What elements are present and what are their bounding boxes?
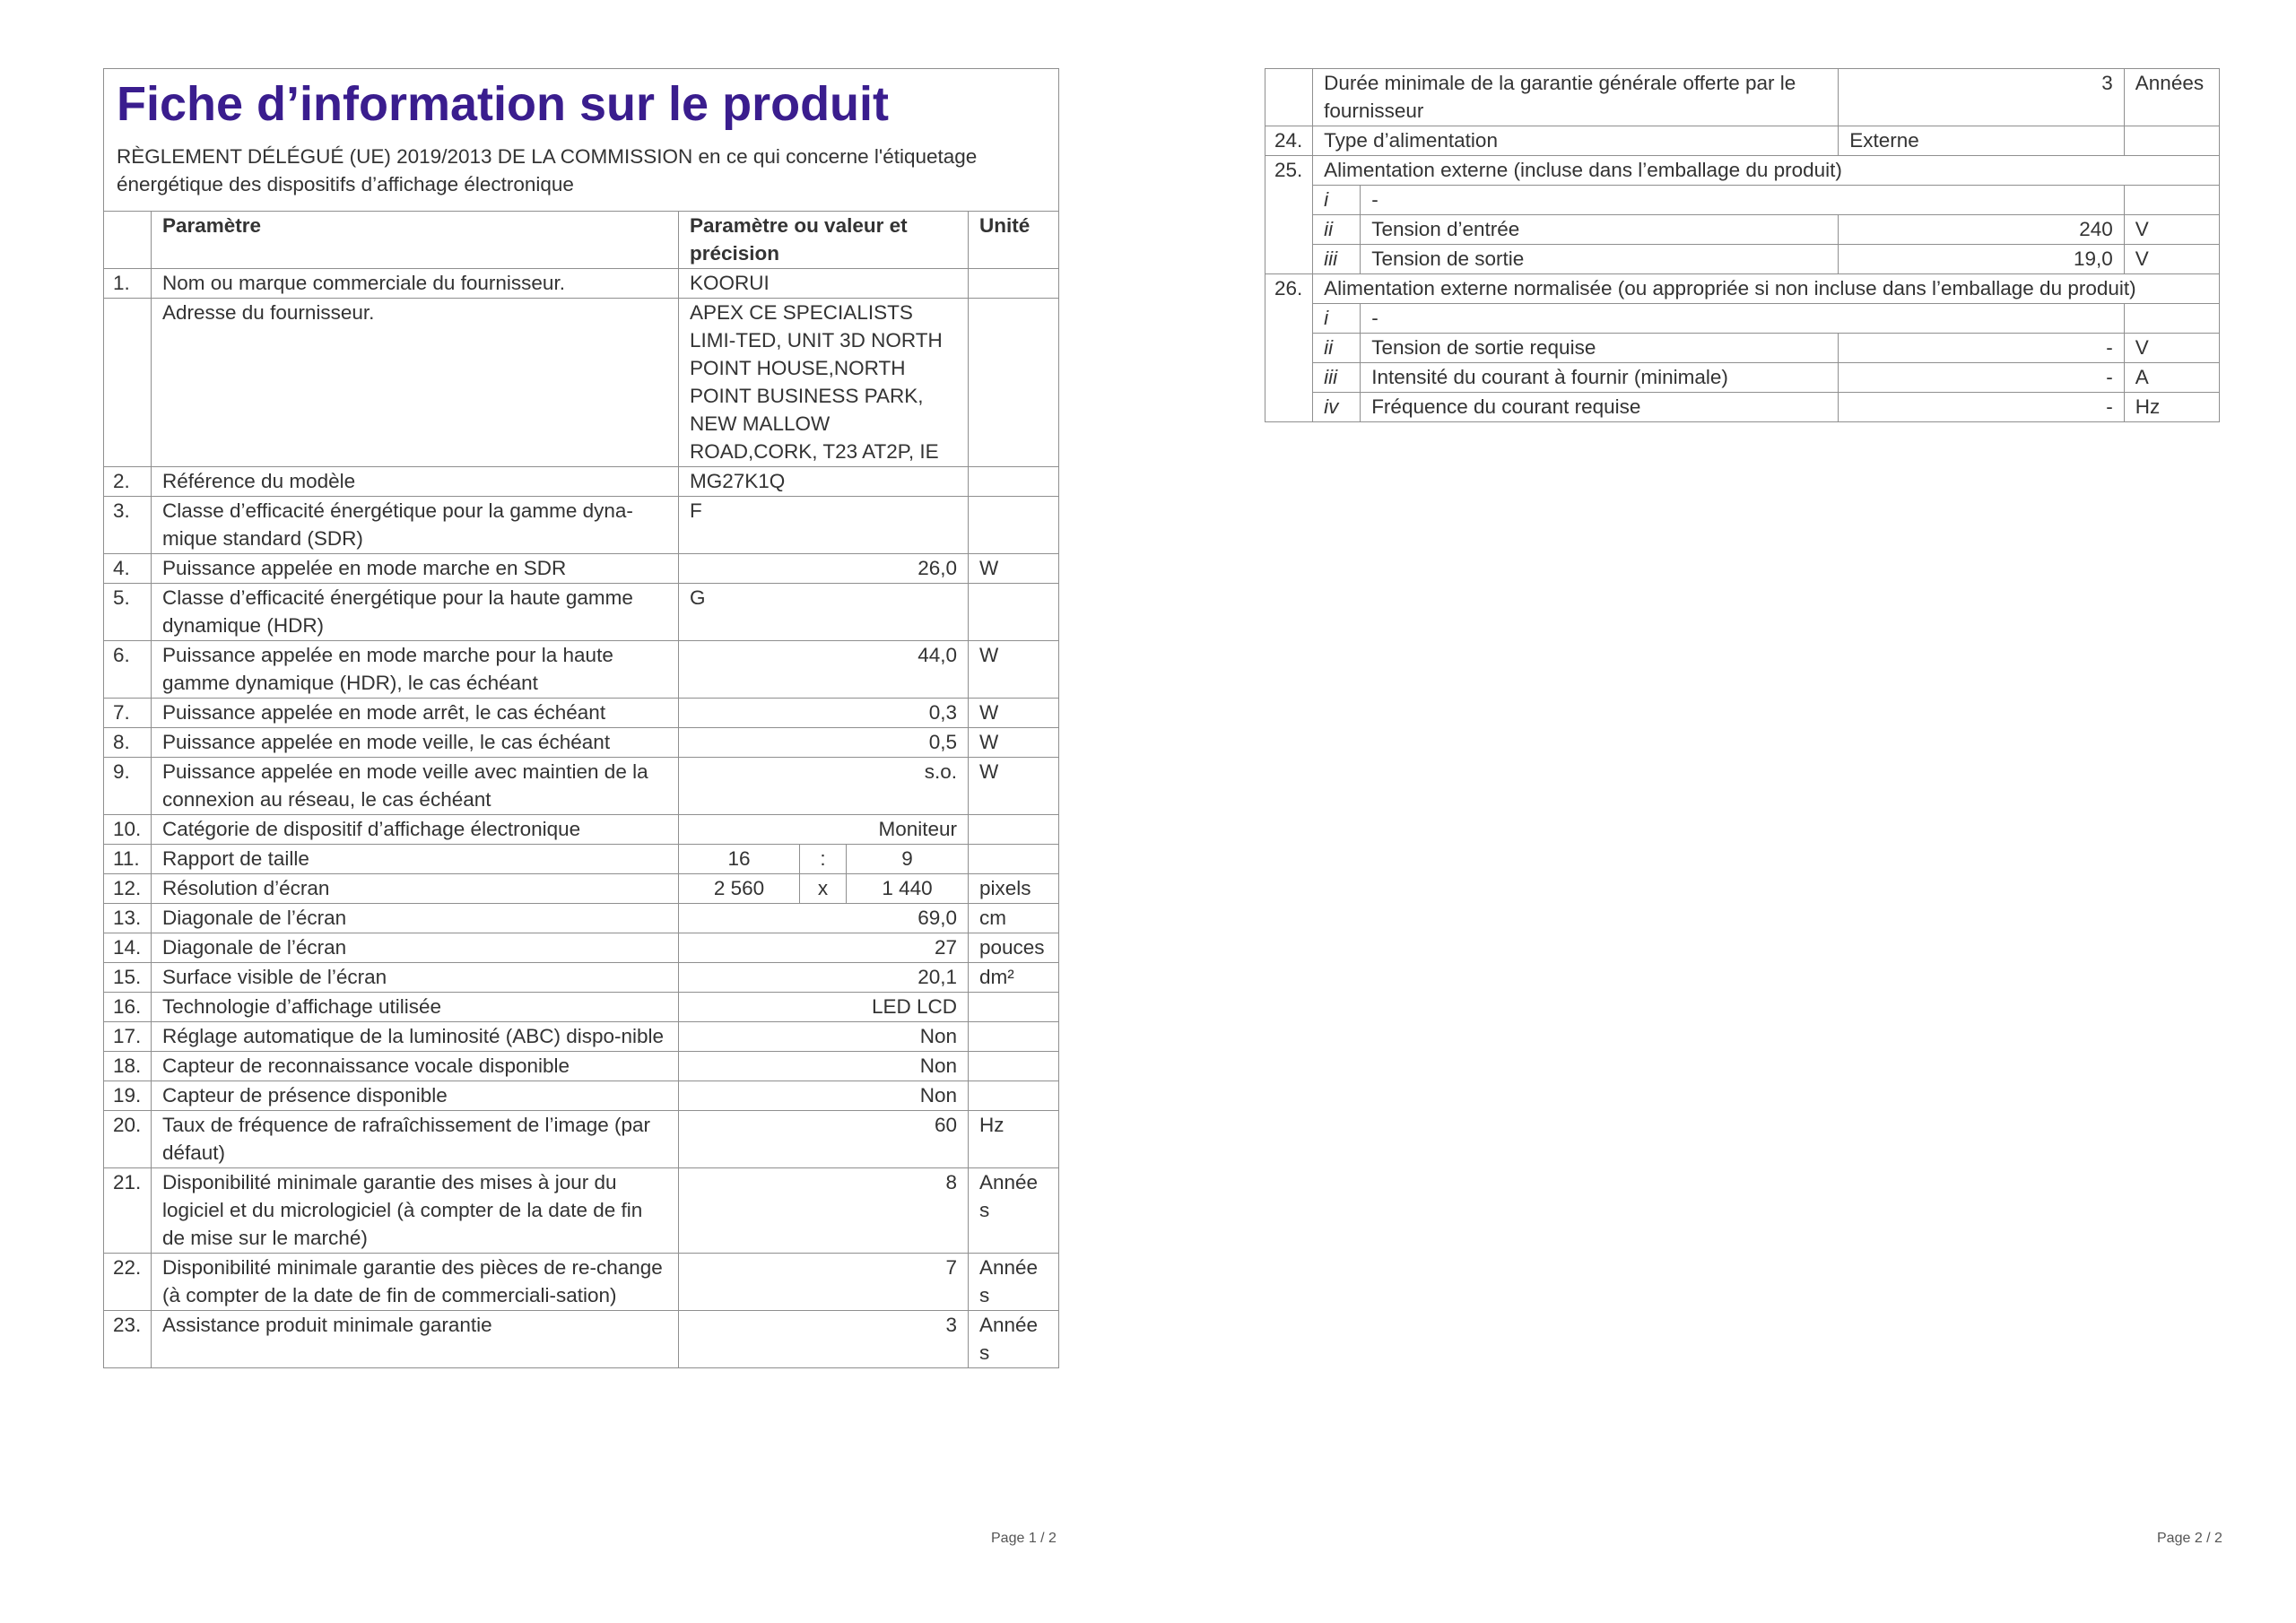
row-unit: Années	[969, 1311, 1059, 1368]
sub-unit: Hz	[2124, 393, 2219, 422]
row-unit	[969, 467, 1059, 497]
table-row	[1265, 126, 2220, 156]
table-row	[104, 699, 1059, 728]
sub-unit	[2124, 304, 2219, 334]
sub-roman: i	[1313, 304, 1361, 334]
sub-value: -	[1839, 363, 2125, 393]
row-value: 7	[679, 1254, 969, 1311]
sub-unit: V	[2124, 334, 2219, 363]
sub-value: -	[1839, 334, 2125, 363]
row-parameter: Capteur de présence disponible	[152, 1081, 679, 1111]
row-unit	[969, 1022, 1059, 1052]
row-parameter: Classe d’efficacité énergétique pour la gamme dyna-mique standard (SDR)	[152, 497, 679, 554]
table-row	[104, 758, 1059, 815]
row-parameter: Disponibilité minimale garantie des pièces de re-change (à compter de la date de fin de commerciali-sation)	[152, 1254, 679, 1311]
row-unit: Années	[2124, 69, 2219, 126]
row-unit: dm²	[969, 963, 1059, 993]
row-value: G	[679, 584, 969, 641]
sub-parameter: Intensité du courant à fournir (minimale)	[1361, 363, 1839, 393]
row-number: 2.	[104, 467, 152, 497]
sub-value: 240	[1839, 215, 2125, 245]
row-value: F	[679, 497, 969, 554]
row-unit: pixels	[969, 874, 1059, 904]
row-number: 21.	[104, 1168, 152, 1254]
row-value-b: 1 440	[847, 874, 969, 904]
row-value: Externe	[1839, 126, 2125, 156]
row-value-a: 2 560	[679, 874, 800, 904]
row-value: Non	[679, 1052, 969, 1081]
row-parameter: Catégorie de dispositif d’affichage électronique	[152, 815, 679, 845]
row-unit: Hz	[969, 1111, 1059, 1168]
table-row	[104, 845, 1059, 874]
row-value: 0,3	[679, 699, 969, 728]
row-number: 9.	[104, 758, 152, 815]
row-parameter: Diagonale de l’écran	[152, 933, 679, 963]
sub-text: -	[1361, 186, 2125, 215]
row-value: 26,0	[679, 554, 969, 584]
table-row	[104, 993, 1059, 1022]
sub-row	[1265, 363, 2220, 393]
product-info-table-page-2	[1265, 68, 2220, 422]
sub-roman: iii	[1313, 245, 1361, 274]
table-row	[1265, 156, 2220, 186]
row-value: 27	[679, 933, 969, 963]
table-row	[104, 1311, 1059, 1368]
table-row	[104, 467, 1059, 497]
row-value: LED LCD	[679, 993, 969, 1022]
header-parametre: Paramètre	[152, 212, 679, 269]
sub-row	[1265, 334, 2220, 363]
sub-text: -	[1361, 304, 2125, 334]
sub-row	[1265, 215, 2220, 245]
row-parameter: Capteur de reconnaissance vocale disponible	[152, 1052, 679, 1081]
row-unit	[969, 299, 1059, 467]
row-unit	[969, 1052, 1059, 1081]
row-value: 44,0	[679, 641, 969, 699]
row-unit	[969, 584, 1059, 641]
row-parameter: Puissance appelée en mode veille, le cas échéant	[152, 728, 679, 758]
sub-unit: V	[2124, 215, 2219, 245]
sub-unit	[2124, 186, 2219, 215]
sub-parameter: Tension de sortie	[1361, 245, 1839, 274]
row-unit	[969, 845, 1059, 874]
header-row	[104, 212, 1059, 269]
row-unit	[969, 1081, 1059, 1111]
row-parameter: Puissance appelée en mode marche en SDR	[152, 554, 679, 584]
row-number: 3.	[104, 497, 152, 554]
row-number: 17.	[104, 1022, 152, 1052]
table-row	[104, 728, 1059, 758]
row-number: 26.	[1265, 274, 1313, 422]
table-row	[104, 1111, 1059, 1168]
table-row	[104, 641, 1059, 699]
table-row	[104, 904, 1059, 933]
table-row	[104, 554, 1059, 584]
row-number: 20.	[104, 1111, 152, 1168]
sub-value: 19,0	[1839, 245, 2125, 274]
sub-parameter: Tension de sortie requise	[1361, 334, 1839, 363]
row-unit	[969, 497, 1059, 554]
sub-roman: ii	[1313, 215, 1361, 245]
table-row	[104, 1052, 1059, 1081]
row-number: 4.	[104, 554, 152, 584]
row-unit	[969, 993, 1059, 1022]
row-unit: Années	[969, 1254, 1059, 1311]
sub-roman: iii	[1313, 363, 1361, 393]
row-number: 1.	[104, 269, 152, 299]
sub-row	[1265, 393, 2220, 422]
row-number: 15.	[104, 963, 152, 993]
row-unit: W	[969, 728, 1059, 758]
table-row	[104, 269, 1059, 299]
row-number: 25.	[1265, 156, 1313, 274]
table-row	[104, 874, 1059, 904]
row-number: 5.	[104, 584, 152, 641]
row-number	[1265, 69, 1313, 126]
row-number: 6.	[104, 641, 152, 699]
row-value: MG27K1Q	[679, 467, 969, 497]
table-row	[104, 1254, 1059, 1311]
row-value-separator: :	[800, 845, 847, 874]
title-cell	[104, 69, 1059, 212]
row-parameter: Taux de fréquence de rafraîchissement de l’image (par défaut)	[152, 1111, 679, 1168]
sub-value: -	[1839, 393, 2125, 422]
table-row	[104, 497, 1059, 554]
row-parameter: Surface visible de l’écran	[152, 963, 679, 993]
row-parameter: Technologie d’affichage utilisée	[152, 993, 679, 1022]
header-num-cell	[104, 212, 152, 269]
sub-row	[1265, 245, 2220, 274]
table-row	[104, 1022, 1059, 1052]
row-value: 3	[1839, 69, 2125, 126]
row-number: 23.	[104, 1311, 152, 1368]
sub-roman: i	[1313, 186, 1361, 215]
row-number: 11.	[104, 845, 152, 874]
table-row	[104, 299, 1059, 467]
row-value-b: 9	[847, 845, 969, 874]
row-number: 16.	[104, 993, 152, 1022]
row-value: 60	[679, 1111, 969, 1168]
row-number: 13.	[104, 904, 152, 933]
row-parameter: Rapport de taille	[152, 845, 679, 874]
row-parameter: Puissance appelée en mode veille avec maintien de la connexion au réseau, le cas échéant	[152, 758, 679, 815]
row-unit: W	[969, 758, 1059, 815]
sub-parameter: Fréquence du courant requise	[1361, 393, 1839, 422]
row-value: 20,1	[679, 963, 969, 993]
row-value-separator: x	[800, 874, 847, 904]
table-row	[104, 933, 1059, 963]
title-row	[104, 69, 1059, 212]
row-value: Non	[679, 1022, 969, 1052]
sub-roman: iv	[1313, 393, 1361, 422]
row-parameter: Diagonale de l’écran	[152, 904, 679, 933]
table-row	[104, 815, 1059, 845]
row-unit: cm	[969, 904, 1059, 933]
row-parameter: Type d’alimentation	[1313, 126, 1839, 156]
row-number: 19.	[104, 1081, 152, 1111]
row-number: 14.	[104, 933, 152, 963]
table-row	[104, 584, 1059, 641]
sub-unit: V	[2124, 245, 2219, 274]
row-value: 0,5	[679, 728, 969, 758]
page-footer: Page 1 / 2	[991, 1531, 1057, 1546]
row-parameter: Durée minimale de la garantie générale offerte par le fournisseur	[1313, 69, 1839, 126]
row-value: 8	[679, 1168, 969, 1254]
row-parameter: Alimentation externe normalisée (ou appropriée si non incluse dans l’emballage du produit)	[1313, 274, 2220, 304]
table-row	[104, 1168, 1059, 1254]
row-value: APEX CE SPECIALISTS LIMI-TED, UNIT 3D NORTH POINT HOUSE,NORTH POINT BUSINESS PARK, NEW MALLOW ROAD,CORK, T23 AT2P, IE	[679, 299, 969, 467]
page-2	[1148, 0, 2296, 1623]
product-info-table-page-1	[103, 68, 1059, 1368]
row-number: 12.	[104, 874, 152, 904]
table-row	[104, 1081, 1059, 1111]
row-parameter: Alimentation externe (incluse dans l’emballage du produit)	[1313, 156, 2220, 186]
row-unit: Années	[969, 1168, 1059, 1254]
sub-row	[1265, 186, 2220, 215]
row-number: 7.	[104, 699, 152, 728]
page-title: Fiche d’information sur le produit	[117, 77, 890, 131]
sub-parameter: Tension d’entrée	[1361, 215, 1839, 245]
sub-roman: ii	[1313, 334, 1361, 363]
row-parameter: Référence du modèle	[152, 467, 679, 497]
sub-row	[1265, 304, 2220, 334]
table-row	[1265, 69, 2220, 126]
row-number: 24.	[1265, 126, 1313, 156]
row-parameter: Disponibilité minimale garantie des mises à jour du logiciel et du micrologiciel (à compter de la date de fin de mise sur le marché)	[152, 1168, 679, 1254]
row-parameter: Assistance produit minimale garantie	[152, 1311, 679, 1368]
row-value: s.o.	[679, 758, 969, 815]
row-number: 8.	[104, 728, 152, 758]
row-unit: W	[969, 699, 1059, 728]
row-parameter: Résolution d’écran	[152, 874, 679, 904]
row-parameter: Classe d’efficacité énergétique pour la haute gamme dynamique (HDR)	[152, 584, 679, 641]
row-parameter: Puissance appelée en mode marche pour la haute gamme dynamique (HDR), le cas échéant	[152, 641, 679, 699]
row-unit: W	[969, 554, 1059, 584]
table-row	[104, 963, 1059, 993]
row-unit	[969, 815, 1059, 845]
row-unit	[969, 269, 1059, 299]
row-parameter: Adresse du fournisseur.	[152, 299, 679, 467]
row-number: 18.	[104, 1052, 152, 1081]
row-number	[104, 299, 152, 467]
header-valeur: Paramètre ou valeur et précision	[679, 212, 969, 269]
sub-unit: A	[2124, 363, 2219, 393]
regulation-subtitle: RÈGLEMENT DÉLÉGUÉ (UE) 2019/2013 DE LA COMMISSION en ce qui concerne l'étiquetage énergétique des dispositifs d’affichage électronique	[117, 145, 978, 195]
row-value: 69,0	[679, 904, 969, 933]
header-unite: Unité	[969, 212, 1059, 269]
row-parameter: Puissance appelée en mode arrêt, le cas échéant	[152, 699, 679, 728]
page-footer: Page 2 / 2	[2157, 1531, 2222, 1546]
row-value: 3	[679, 1311, 969, 1368]
row-value: Moniteur	[679, 815, 969, 845]
row-value-a: 16	[679, 845, 800, 874]
row-number: 22.	[104, 1254, 152, 1311]
row-value: KOORUI	[679, 269, 969, 299]
row-value: Non	[679, 1081, 969, 1111]
row-unit: pouces	[969, 933, 1059, 963]
row-unit	[2124, 126, 2219, 156]
row-unit: W	[969, 641, 1059, 699]
row-parameter: Nom ou marque commerciale du fournisseur.	[152, 269, 679, 299]
row-number: 10.	[104, 815, 152, 845]
row-parameter: Réglage automatique de la luminosité (ABC) dispo-nible	[152, 1022, 679, 1052]
table-row	[1265, 274, 2220, 304]
